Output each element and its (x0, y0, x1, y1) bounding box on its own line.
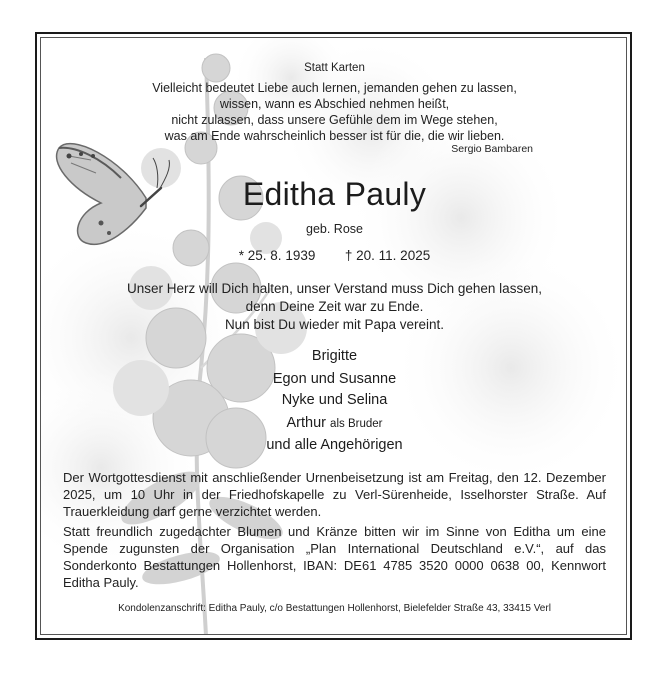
family-closing: und alle Angehörigen (266, 437, 403, 453)
birth-date: * 25. 8. 1939 (238, 248, 316, 263)
service-paragraph: Der Wortgottesdienst mit anschließender Urnenbeisetzung ist am Freitag, den 12. Dezember 2025, um 10 Uhr in der Friedhofskapelle zu Verl-Sürenheide, Isselhorster Straße. Auf Trauerkleidung darf gerne verzichtet werden. (63, 470, 606, 519)
quote-line: Vielleicht bedeutet Liebe auch lernen, jemanden gehen zu lassen, (152, 81, 517, 95)
family-member: Nyke und Selina (281, 392, 388, 408)
quote-line: nicht zulassen, dass unsere Gefühle dem im Wege stehen, (171, 113, 498, 127)
quote-author: Sergio Bambaren (451, 143, 533, 155)
quote-line: wissen, wann es Abschied nehmen heißt, (219, 97, 450, 111)
obituary-card (40, 37, 627, 635)
statt-karten-label: Statt Karten (304, 62, 365, 74)
quote-line: was am Ende wahrscheinlich besser ist für die, die wir lieben. (164, 129, 505, 143)
verse-line: Unser Herz will Dich halten, unser Verstand muss Dich gehen lassen, (127, 281, 542, 296)
family-member: Brigitte (311, 348, 358, 364)
life-dates (41, 248, 627, 263)
family-member-note: als Bruder (330, 418, 383, 430)
family-member: Egon und Susanne (272, 371, 397, 387)
family-member-name: Arthur (286, 415, 327, 431)
verse-line: Nun bist Du wieder mit Papa vereint. (224, 317, 445, 332)
donation-paragraph: Statt freundlich zugedachter Blumen und Kränze bitten wir im Sinne von Editha um eine Spende zugunsten der Organisation „Plan International Deutschland e.V.“, auf das Sonderkonto Bestattungen Hollenhorst, IBAN: DE61 4785 3520 0000 0638 00, Kennwort Editha Pauly. (63, 524, 606, 590)
verse-line: denn Deine Zeit war zu Ende. (245, 299, 424, 314)
condolence-address: Kondolenzanschrift: Editha Pauly, c/o Bestattungen Hollenhorst, Bielefelder Straße 43, 33415 Verl (118, 603, 551, 614)
deceased-name: Editha Pauly (242, 176, 427, 212)
family-member (41, 412, 627, 435)
death-date: † 20. 11. 2025 (344, 248, 431, 263)
born-name: geb. Rose (306, 222, 363, 236)
